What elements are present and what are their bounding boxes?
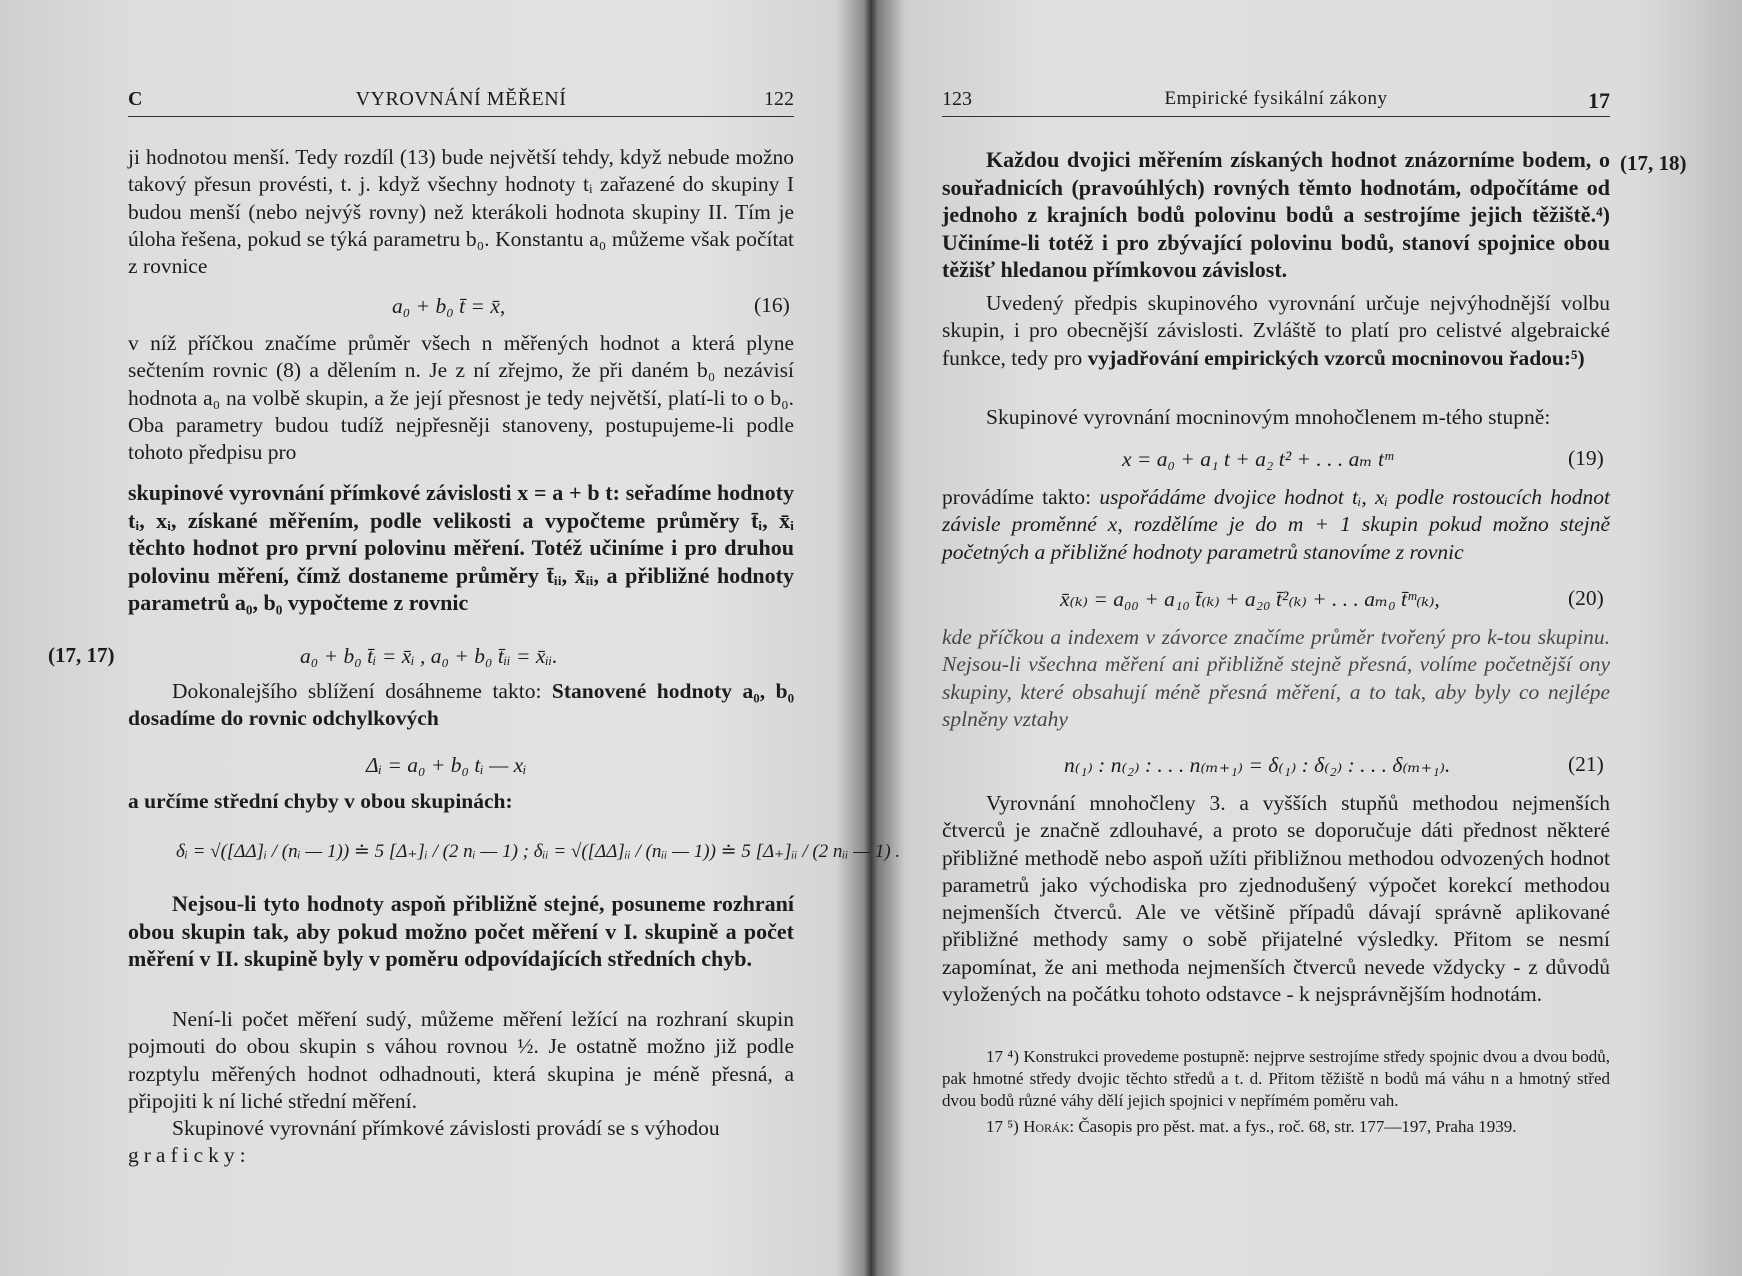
running-title: Empirické fysikální zákony <box>1164 88 1388 109</box>
equation-21: n₍₁₎ : n₍₂₎ : . . . n₍ₘ₊₁₎ = δ₍₁₎ : δ₍₂₎ : . . . δ₍ₘ₊₁₎. <box>1064 753 1451 777</box>
right-page <box>876 0 1742 1276</box>
running-title: VYROVNÁNÍ MĚŘENÍ <box>355 88 567 110</box>
footnote-5 <box>942 1116 1610 1138</box>
footnote-text: : Časopis pro pěst. mat. a fys., roč. 68, str. 177—197, Praha 1939. <box>1069 1117 1517 1136</box>
paragraph <box>128 330 794 466</box>
text-bold: vyjadřování empirických vzorců mocninovou řadou:⁵) <box>1087 345 1585 370</box>
text-italic: uspořádáme dvojice hodnot tᵢ, xᵢ podle rostoucích hodnot závisle proměnné x, rozdělíme je do m + 1 skupin pokud možno stejně početných a přibližné hodnoty parametrů stanovíme z rovnic <box>942 485 1610 564</box>
text-normal: provádíme takto: <box>942 485 1100 509</box>
paragraph-text-end: graficky: <box>128 1143 251 1168</box>
paragraph-text <box>128 678 794 733</box>
text-bold: Stanovené hodnoty a₀, b₀ dosadíme do rovnic odchylkových <box>128 679 795 731</box>
paragraph-text <box>942 290 1610 372</box>
equation-20: x̄₍ₖ₎ = a₀₀ + a₁₀ t̄₍ₖ₎ + a₂₀ t̄²₍ₖ₎ + . . . aₘ₀ t̄ᵐ₍ₖ₎, <box>1060 587 1440 611</box>
equation-17: a₀ + b₀ t̄ᵢ = x̄ᵢ , a₀ + b₀ t̄ᵢᵢ = x̄ᵢᵢ. <box>300 644 558 668</box>
paragraph-text: Vyrovnání mnohočleny 3. a vyšších stupňů methodou nejmenších čtverců je značně zdlouhavé, a proto se doporučuje dáti přednost některé přibližné methodě nebo aspoň užíti přibližnou methodou odvozených hodnot parametrů jako východiska pro zjednodušený výpočet korekcí methodou nejmenších čtverců. Ale ve většině případů dávají správně aplikované přibližné methody samy o sobě přijatelné výsledky. Přitom se nesmí zapomínat, že ani methoda nejmenších čtverců nevede vždycky - z důvodů vyložených na počátku tohoto odstavce - k nejsprávnějším hodnotám. <box>942 791 1610 1007</box>
paragraph <box>128 678 794 733</box>
left-running-header <box>128 88 794 117</box>
paragraph <box>128 1006 794 1115</box>
footnotes <box>942 1046 1610 1138</box>
paragraph <box>128 1115 794 1170</box>
footnote-author: Horák <box>1023 1117 1070 1136</box>
section-letter: C <box>128 88 143 110</box>
paragraph-text <box>942 484 1610 566</box>
equation-number: (21) <box>1568 752 1604 776</box>
page-number: 123 <box>942 88 972 110</box>
equation-16: a₀ + b₀ t̄ = x̄, <box>392 294 506 318</box>
paragraph <box>942 624 1610 733</box>
footnote-4: 17 ⁴) Konstrukci provedeme postupně: nejprve sestrojíme středy spojnic dvou a dvou bodů, pak hmotné středy dvojic těchto středů a t. d. Přitom těžiště n bodů má váhu n a hmotný střed dvou bodů různé váhy dělí jejich spojnici v nepřímém poměru vah. <box>942 1047 1610 1110</box>
bold-text: a určíme střední chyby v obou skupinách: <box>128 789 513 813</box>
paragraph-text: ji hodnotou menší. Tedy rozdíl (13) bude největší tehdy, když nebude možno takový přesun provésti, t. j. když všechny hodnoty tᵢ zařazené do skupiny I budou menší (nebo nejvýš rovny) než kterákoli hodnota skupiny II. Tím je úloha řešena, pokud se týká parametru b₀. Konstantu a₀ můžeme však počítat z rovnice <box>128 145 794 279</box>
margin-reference: (17, 18) <box>1620 151 1687 175</box>
equation-deviation: Δᵢ = a₀ + b₀ tᵢ — xᵢ <box>366 753 527 777</box>
text-normal: Dokonalejšího sblížení dosáhneme takto: <box>172 679 552 703</box>
paragraph-text: Není-li počet měření sudý, můžeme měření ležící na rozhraní skupin pojmouti do obou skupin s váhou rovnou ½. Je ostatně možno již podle rozptylu měřených hodnot odhadnouti, která skupina je méně přesná, a připojiti k ní liché střední měření. <box>128 1007 794 1113</box>
paragraph-text: Skupinové vyrovnání mocninovým mnohočlenem m-tého stupně: <box>986 405 1551 429</box>
paragraph <box>942 404 1610 431</box>
rule-statement <box>942 146 1610 284</box>
paragraph-text: Skupinové vyrovnání přímkové závislosti provádí se s výhodou <box>172 1116 720 1140</box>
page-number: 122 <box>764 88 794 110</box>
paragraph <box>128 144 794 280</box>
equation-number: (19) <box>1568 446 1604 470</box>
rule-text: skupinové vyrovnání přímkové závislosti x = a + b t: seřadíme hodnoty tᵢ, xᵢ, získané měřením, podle velikosti a vypočteme průměry t̄ᵢ, x̄ᵢ těchto hodnot pro první polovinu měření. Totéž učiníme i pro druhou polovinu měření, čímž dostaneme průměry t̄ᵢᵢ, x̄ᵢᵢ, a přibližné hodnoty parametrů a₀, b₀ vypočteme z rovnic <box>128 480 794 615</box>
margin-reference: (17, 17) <box>48 643 115 667</box>
paragraph <box>942 790 1610 1008</box>
equation-19: x = a₀ + a₁ t + a₂ t² + . . . aₘ tᵐ <box>1122 447 1393 471</box>
rule-text: Nejsou-li tyto hodnoty aspoň přibližně stejné, posuneme rozhraní obou skupin tak, aby pokud možno počet měření v I. skupině a počet měření v II. skupině byly v poměru odpovídajících středních chyb. <box>128 891 794 971</box>
rule-statement <box>128 479 794 617</box>
chapter-number: 17 <box>1588 88 1610 113</box>
bold-line <box>128 788 794 815</box>
equation-number: (20) <box>1568 586 1604 610</box>
equation-number: (16) <box>754 293 790 317</box>
equation-sigma: δᵢ = √([ΔΔ]ᵢ / (nᵢ — 1)) ≐ 5 [Δ₊]ᵢ / (2 nᵢ — 1) ; δᵢᵢ = √([ΔΔ]ᵢᵢ / (nᵢᵢ — 1)) ≐ 5 [Δ₊]ᵢᵢ / (2 nᵢᵢ — 1) . <box>176 841 901 862</box>
rule-text: Každou dvojici měřením získaných hodnot znázorníme bodem, o souřadnicích (pravoúhlých) rovných těmto hodnotám, odpočítáme od jednoho z krajních bodů polovinu bodů a sestrojíme jejich těžiště.⁴) Učiníme-li totéž i pro zbývající polovinu bodů, stanoví spojnice obou těžišť hledanou přímkovou závislost. <box>942 147 1610 282</box>
text-normal: Uvedený předpis skupinového vyrovnání určuje nejvýhodnější volbu skupin, i pro obecnější závislosti. Zvláště to platí pro celistvé algebraické funkce, tedy pro <box>942 291 1610 370</box>
right-running-header <box>942 88 1610 117</box>
paragraph-text: v níž příčkou značíme průměr všech n měřených hodnot a která plyne sečtením rovnic (8) a dělením n. Je z ní zřejmo, že při daném b₀ nezávisí hodnota a₀ na volbě skupin, a že její přesnost je tedy největší, platí-li to o b₀. Oba parametry budou tudíž nejpřesněji stanoveny, postupujeme-li podle tohoto předpisu pro <box>128 331 794 465</box>
paragraph <box>942 290 1610 372</box>
rule-statement <box>128 890 794 973</box>
footnote-number: 17 ⁵) <box>986 1117 1024 1136</box>
paragraph <box>942 484 1610 566</box>
paragraph-text: kde příčkou a indexem v závorce značíme průměr tvořený pro k-tou skupinu. Nejsou-li všechna měření ani přibližně stejně přesná, volíme početnější ony skupiny, které obsahují méně přesná měření, a to tak, aby byly co nejlépe splněny vztahy <box>942 625 1610 731</box>
